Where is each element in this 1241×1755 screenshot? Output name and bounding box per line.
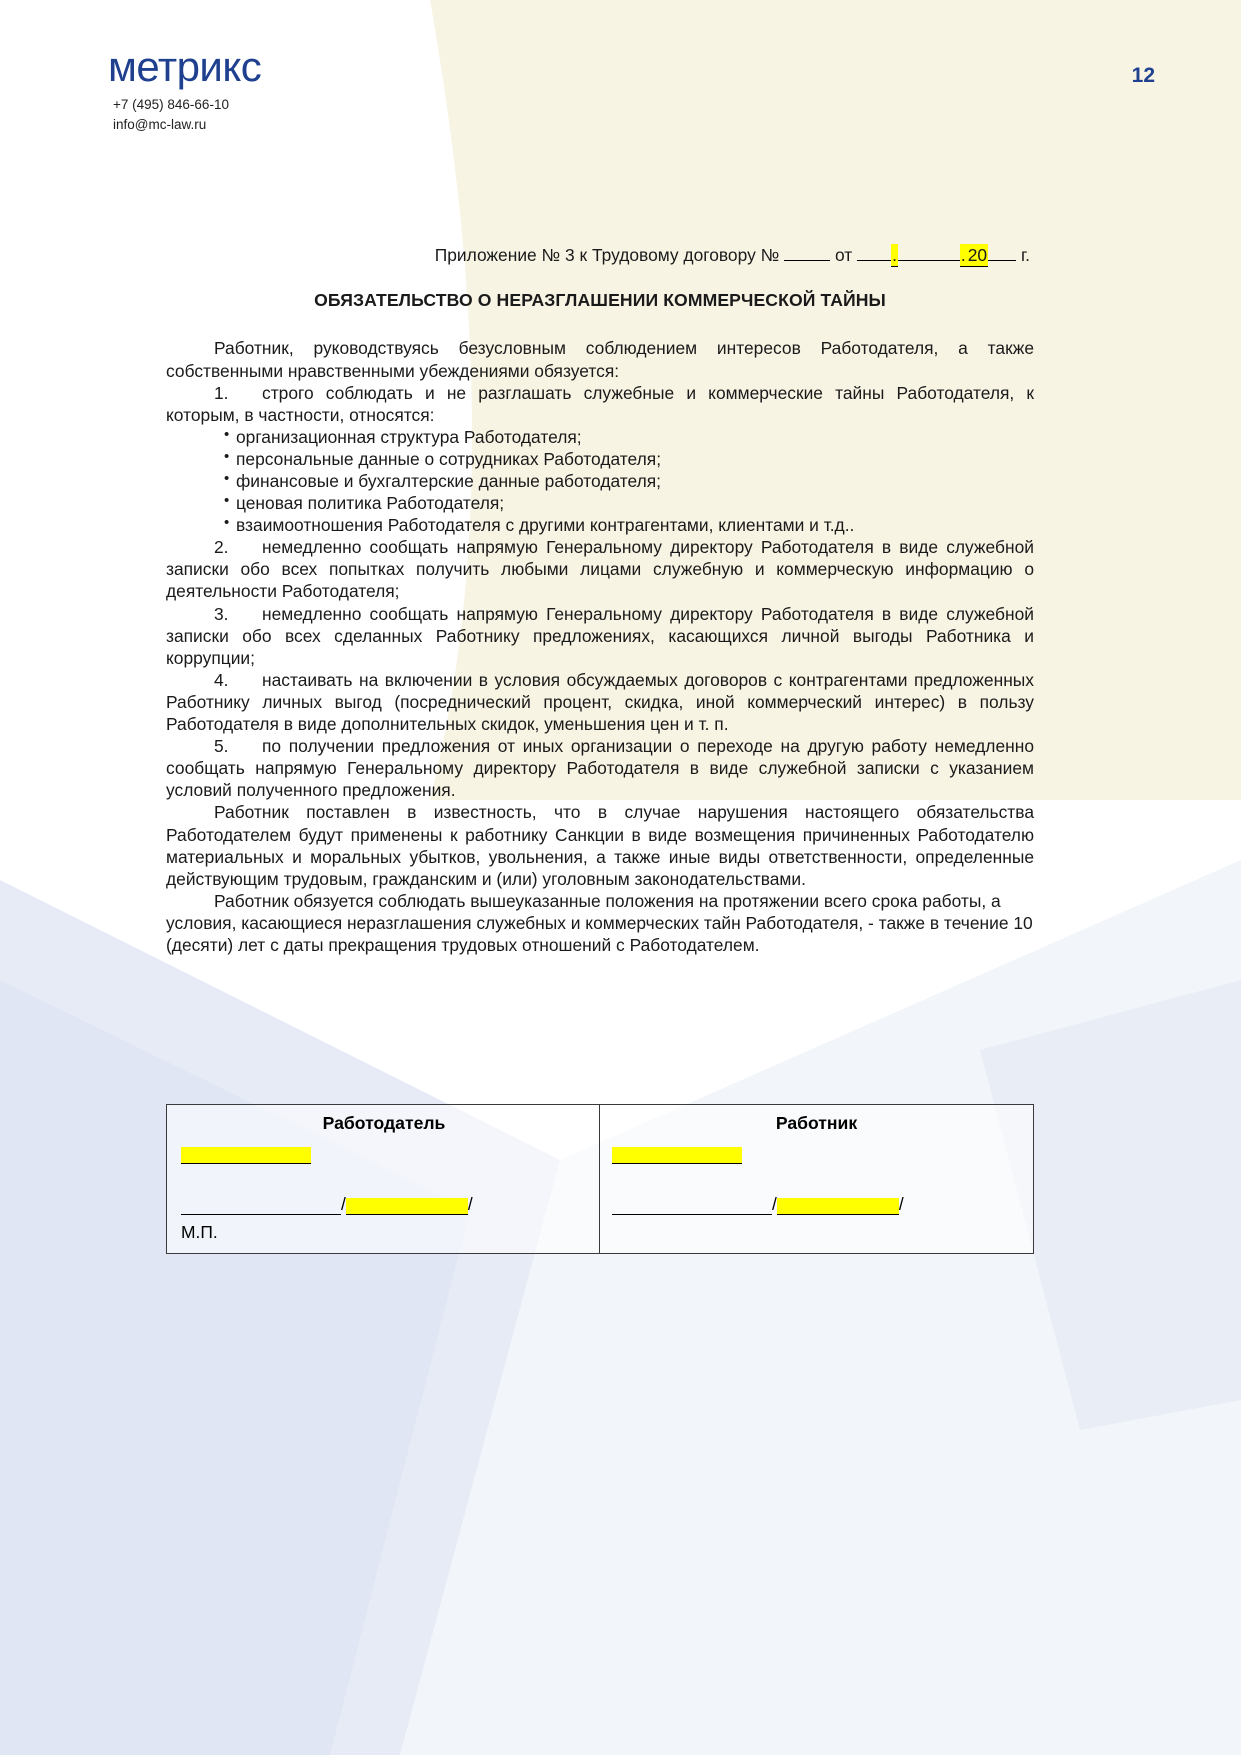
employee-signature-row [612,1194,1021,1215]
employee-name-blank[interactable] [612,1147,742,1164]
clause-5 [166,735,1034,801]
company-logo: метрикс [108,43,262,90]
signature-cell-employer [167,1105,600,1253]
clause-1-text: строго соблюдать и не разглашать служебные и коммерческие тайны Работодателя, к которым, в частности, относятся: [166,382,1034,425]
clause-5-number: 5. [214,736,229,757]
seal-note: М.П. [181,1222,218,1242]
date-separator-2: . [960,244,967,267]
employer-signature-row [181,1194,587,1215]
closing-paragraph-2: Работник обязуется соблюдать вышеуказанные положения на протяжении всего срока работы, а условия, касающиеся неразглашения служебных и коммерческих тайн Работодателя, - также в течение 10 (десяти) лет с даты прекращения трудовых отношений с Работодателем. [166,890,1033,955]
list-item: • финансовые и бухгалтерские данные работодателя; [166,470,1034,492]
page-number: 12 [1131,64,1155,87]
employee-header: Работник [775,1113,858,1133]
list-item: • персональные данные о сотрудниках Работодателя; [166,448,1034,470]
clause-2-text: немедленно сообщать напрямую Генеральному директору Работодателя в виде служебной записки обо всех попытках получить любыми лицами служебную и коммерческую информацию о деятельности Работодателя; [166,537,1034,602]
list-item: • взаимоотношения Работодателя с другими контрагентами, клиентами и т.д.. [166,514,1034,536]
list-item: • организационная структура Работодателя; [166,426,1034,448]
closing-paragraph-1: Работник поставлен в известность, что в случае нарушения настоящего обязательства Работодателем будут применены к работнику Санкции в виде возмещения причиненных Работодателю материальных и моральных убытков, увольнения, а также иные виды ответственности, определенные действующим трудовым, гражданским и (или) уголовным законодательствами. [166,802,1034,889]
clause-3 [166,603,1034,669]
clause-3-text: немедленно сообщать напрямую Генеральному директору Работодателя в виде служебной записки обо всех сделанных Работнику предложениях, касающихся личной выгоды Работника и коррупции; [166,603,1034,668]
date-year-blank[interactable] [988,260,1016,261]
clause-5-text: по получении предложения от иных организации о переходе на другую работу немедленно сообщать напрямую Генеральному директору Работодателя в виде служебной записки с указанием условий полученного предложения. [166,736,1034,801]
appendix-from-label: от [834,245,853,265]
clause-1 [166,382,1034,426]
employer-slash-end: / [467,1194,473,1214]
document-body [166,244,1034,956]
employee-slash: / [772,1194,777,1214]
appendix-prefix: Приложение № 3 к Трудовому договору № [434,245,780,265]
clause-2-number: 2. [214,537,229,558]
employee-slash-end: / [898,1194,904,1214]
clause-4-text: настаивать на включении в условия обсуждаемых договоров с контрагентами предложенных Работнику личных выгод (посреднический процент, скидка, иной коммерческий интерес) в пользу Работодателя в виде дополнительных скидок, уменьшения цен и т. п. [166,669,1034,735]
date-day-blank[interactable] [857,260,891,261]
clause-4-number: 4. [214,669,229,690]
phone-number: +7 (495) 846-66-10 [113,97,229,112]
document-title: ОБЯЗАТЕЛЬСТВО О НЕРАЗГЛАШЕНИИ КОММЕРЧЕСКОЙ ТАЙНЫ [314,290,886,311]
employer-signature-blank[interactable] [181,1200,341,1215]
secret-categories-list [166,426,1034,536]
employer-slash: / [341,1194,346,1214]
contact-block [113,95,528,134]
date-separator-1: . [891,244,898,267]
clause-2 [166,536,1034,602]
letterhead [108,43,528,134]
employer-name-blank[interactable] [181,1147,311,1164]
contract-number-blank[interactable] [784,260,830,261]
date-month-blank[interactable] [898,260,960,261]
clause-1-number: 1. [214,382,229,403]
clause-4 [166,669,1034,735]
signature-table [166,1104,1034,1254]
signature-cell-employee [600,1105,1033,1253]
intro-paragraph: Работник, руководствуясь безусловным соблюдением интересов Работодателя, а также собственными нравственными убеждениями обязуется: [166,338,1034,381]
appendix-reference-line [166,244,1034,267]
date-year-prefix: 20 [967,244,988,267]
email-address: info@mc-law.ru [113,116,207,132]
employer-header: Работодатель [322,1113,446,1133]
list-item: • ценовая политика Работодателя; [166,492,1034,514]
year-suffix: г. [1020,245,1030,265]
employee-signature-blank[interactable] [612,1200,772,1215]
clause-3-number: 3. [214,603,229,624]
employee-decode-blank[interactable] [777,1198,899,1215]
employer-decode-blank[interactable] [346,1198,468,1215]
